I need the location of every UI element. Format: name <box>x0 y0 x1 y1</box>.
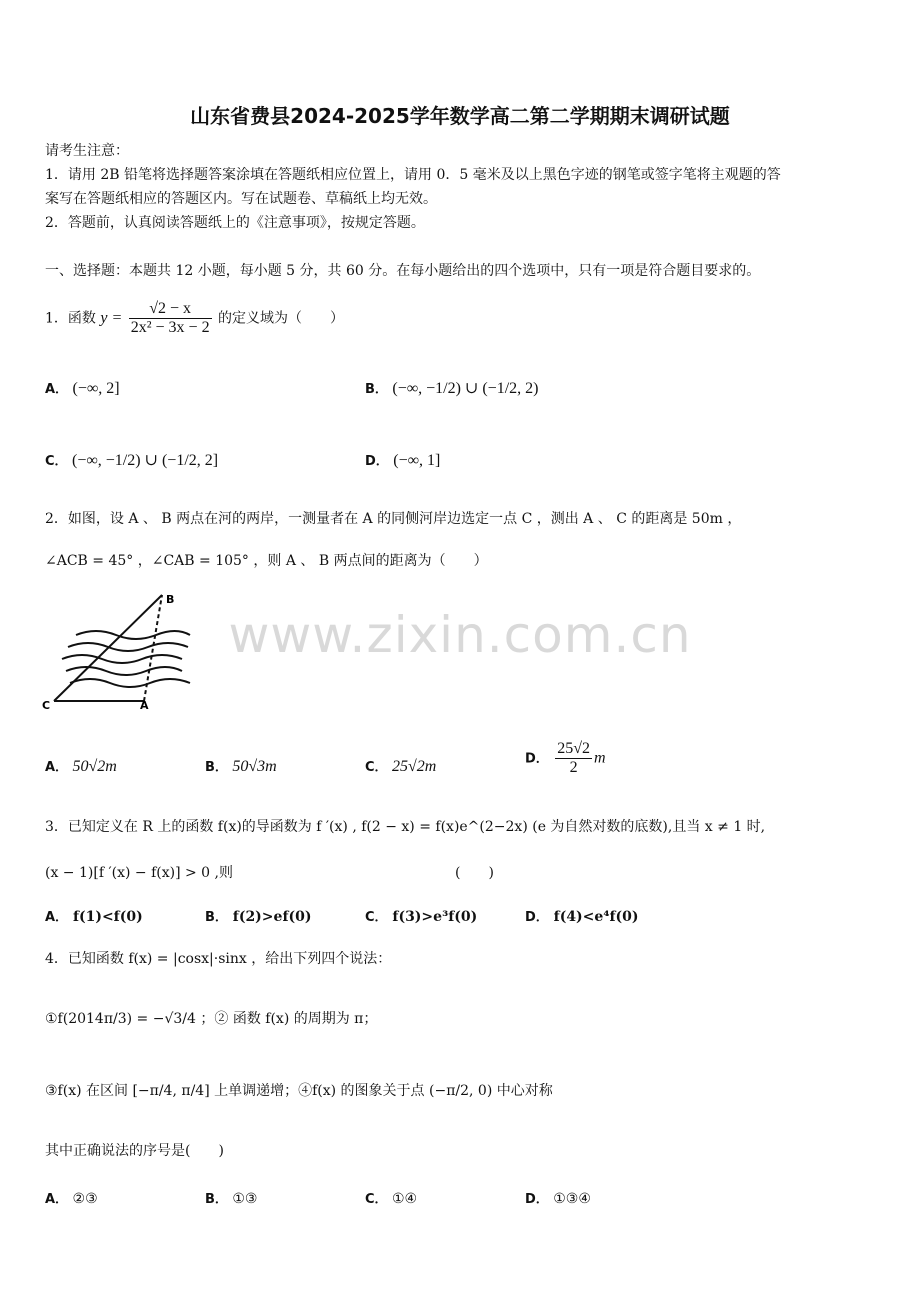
wave-3 <box>62 655 182 663</box>
q1-option-d: D． (−∞, 1] <box>365 452 441 469</box>
q4-option-b: B． ①③ <box>205 1191 258 1207</box>
q3-option-a: A． f(1)<f(0) <box>45 909 143 925</box>
q4-option-d: D． ①③④ <box>525 1191 591 1207</box>
label-c: C <box>42 699 51 712</box>
q1-numerator: √2 − x <box>129 300 212 319</box>
wave-1 <box>76 631 190 639</box>
q1-option-c-text: (−∞, −1/2) ∪ (−1/2, 2] <box>72 452 219 469</box>
q3-line-2: (x − 1)[f ′(x) − f(x)] > 0 ,则 <box>45 865 233 881</box>
section-heading: 一、选择题：本题共 12 小题，每小题 5 分，共 60 分。在每小题给出的四个选项中，只有一项是符合题目要求的。 <box>45 263 761 279</box>
q1-lhs: y = <box>100 309 123 327</box>
q4-ask: 其中正确说法的序号是( ) <box>45 1143 224 1159</box>
q2-option-a: A． 50√2m <box>45 758 117 775</box>
q4-option-c-text: ①④ <box>392 1191 418 1207</box>
q1-suffix: 的定义域为（ ） <box>218 310 345 327</box>
q1-option-b: B． (−∞, −1/2) ∪ (−1/2, 2) <box>365 380 539 397</box>
q2-option-c: C． 25√2m <box>365 758 437 775</box>
wave-2 <box>68 643 188 651</box>
q4-line-1: 4．已知函数 f(x) = |cosx|·sinx ，给出下列四个说法： <box>45 951 392 967</box>
wave-5 <box>70 679 190 687</box>
q4-option-c: C． ①④ <box>365 1191 418 1207</box>
q3-option-d-text: f(4)<e⁴f(0) <box>553 909 639 925</box>
q3-option-b-text: f(2)>ef(0) <box>232 909 312 925</box>
q1-option-a: A． (−∞, 2] <box>45 380 120 397</box>
q1-option-d-text: (−∞, 1] <box>393 452 441 469</box>
q1-option-c: C． (−∞, −1/2) ∪ (−1/2, 2] <box>45 452 219 469</box>
q2-line-2: ∠ACB = 45° ，∠CAB = 105° ，则 A 、 B 两点间的距离为（ ） <box>45 553 488 569</box>
q3-option-b: B． f(2)>ef(0) <box>205 909 312 925</box>
page-title: 山东省费县2024-2025学年数学高二第二学期期末调研试题 <box>190 104 730 128</box>
q2-option-b: B． 50√3m <box>205 758 277 775</box>
river-figure <box>40 585 200 715</box>
q2-line-1: 2．如图，设 A 、 B 两点在河的两岸，一测量者在 A 的同侧河岸边选定一点 C ，测出 A 、 C 的距离是 50m ， <box>45 511 742 527</box>
q3-option-c-text: f(3)>e³f(0) <box>392 909 478 925</box>
notice-line-1b: 案写在答题纸相应的答题区内。写在试题卷、草稿纸上均无效。 <box>45 191 437 207</box>
q1-option-b-text: (−∞, −1/2) ∪ (−1/2, 2) <box>392 380 539 397</box>
watermark: www.zixin.com.cn <box>228 606 692 664</box>
q1-option-a-text: (−∞, 2] <box>72 380 120 397</box>
q3-line-1: 3．已知定义在 R 上的函数 f(x)的导函数为 f ′(x) , f(2 − x) = f(x)e^(2−2x) (e 为自然对数的底数),且当 x ≠ 1 时, <box>45 819 766 835</box>
q2-option-d-fraction: $\frac{25√2}{2}$ <box>557 740 591 776</box>
q3-paren: ( ) <box>455 865 494 881</box>
q1-fraction <box>129 300 212 337</box>
notice-line-1a: 1．请用 2B 铅笔将选择题答案涂填在答题纸相应位置上，请用 0．5 毫米及以上黑色字迹的钢笔或签字笔将主观题的答 <box>45 167 781 183</box>
q4-statements-1: ①f(2014π/3) = −√3/4 ；② 函数 f(x) 的周期为 π； <box>45 1011 378 1027</box>
q4-option-b-text: ①③ <box>232 1191 258 1207</box>
notice-heading: 请考生注意： <box>45 143 129 159</box>
q2-option-a-text: 50√2m <box>72 758 117 775</box>
label-a: A <box>140 699 149 712</box>
label-b: B <box>166 593 175 606</box>
q3-option-c: C． f(3)>e³f(0) <box>365 909 478 925</box>
q1-denominator: 2x² − 3x − 2 <box>130 319 210 336</box>
q2-option-b-text: 50√3m <box>232 758 277 775</box>
question-1 <box>45 300 344 337</box>
q2-option-d: D． $\frac{25√2}{2}$ m <box>525 740 606 776</box>
q1-prefix: 函数 <box>67 310 96 327</box>
q1-number: 1． <box>45 310 68 327</box>
q4-option-d-text: ①③④ <box>553 1191 591 1207</box>
notice-line-2: 2．答题前，认真阅读答题纸上的《注意事项》，按规定答题。 <box>45 215 425 231</box>
q4-option-a: A． ②③ <box>45 1191 98 1207</box>
q3-option-a-text: f(1)<f(0) <box>72 909 143 925</box>
q4-statements-2: ③f(x) 在区间 [−π/4, π/4] 上单调递增；④f(x) 的图象关于点 (−π/2, 0) 中心对称 <box>45 1083 553 1099</box>
q4-option-a-text: ②③ <box>72 1191 98 1207</box>
q2-option-c-text: 25√2m <box>392 758 437 775</box>
q3-option-d: D． f(4)<e⁴f(0) <box>525 909 639 925</box>
